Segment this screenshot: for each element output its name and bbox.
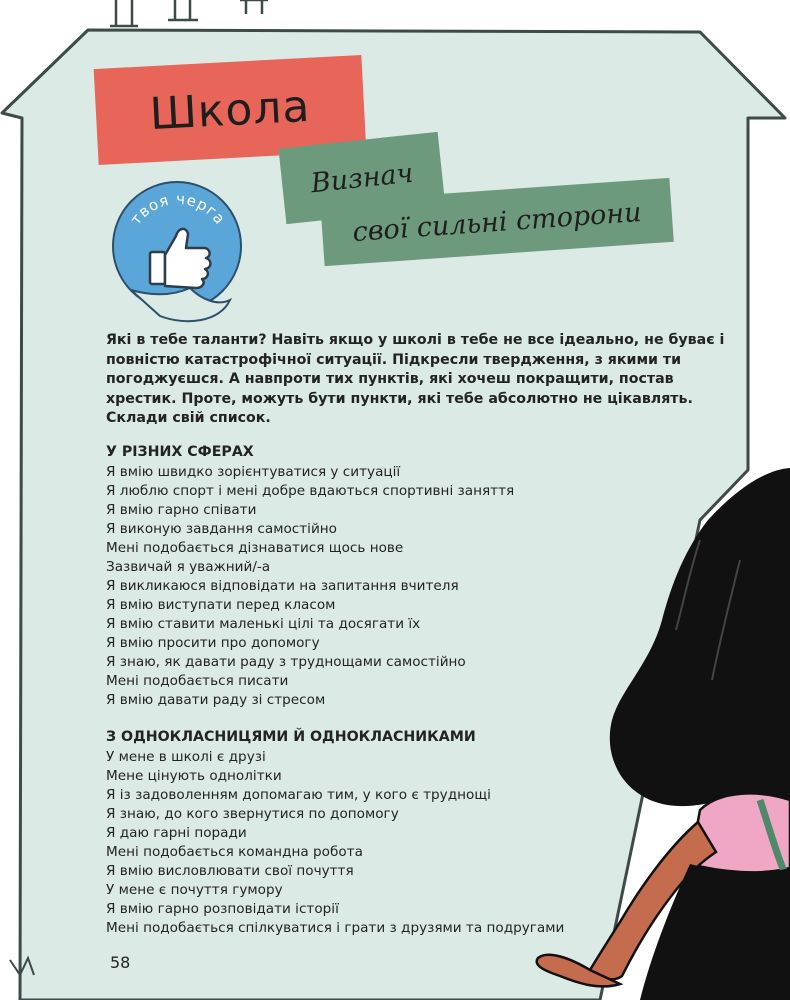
list-item: Я вмію висловлювати свої почуття (106, 863, 354, 879)
list-item: Я знаю, як давати раду з труднощами самостійно (106, 654, 466, 670)
list-item: Мене цінують однолітки (106, 768, 282, 784)
list-item: Я знаю, до кого звернутися по допомогу (106, 806, 399, 822)
list-item: У мене в школі є друзі (106, 749, 266, 765)
list-item: Я виконую завдання самостійно (106, 521, 337, 537)
list-item: Я вмію ставити маленькі цілі та досягати їх (106, 616, 421, 632)
list-item: Я вмію швидко зорієнтуватися у ситуації (106, 464, 401, 480)
intro-paragraph: Які в тебе таланти? Навіть якщо у школі в тебе не все ідеально, не буває і повністю катастрофічної ситуації. Підкресли твердження, з якими ти погоджуєшся. А навпроти тих пунктів, які хочеш покращити, постав хрестик. Проте, можуть бути пункти, які тебе абсолютно не цікавлять. Склади свій список. (106, 332, 725, 426)
list-item: Я вмію просити про допомогу (106, 635, 320, 651)
list-item: Зазвичай я уважний/-а (106, 559, 271, 575)
list-classmates (106, 748, 564, 938)
section-title-spheres: У РІЗНИХ СФЕРАХ (106, 444, 254, 460)
subtitle-line-2: свої сильні сторони (351, 196, 643, 248)
list-item: У мене є почуття гумору (106, 882, 283, 898)
list-item: Я вмію давати раду зі стресом (106, 692, 326, 708)
list-item: Я викликаюся відповідати на запитання вчителя (106, 578, 459, 594)
chimney-decoration (110, 0, 268, 26)
page-title: Школа (148, 80, 312, 140)
list-item: Мені подобається командна робота (106, 844, 363, 860)
list-spheres (106, 463, 514, 710)
list-item: Я вмію гарно співати (106, 502, 257, 518)
subtitle-line-1: Визнач (309, 157, 415, 199)
badge-text: твоя черга (126, 189, 230, 229)
list-item: Мені подобається спілкуватися і грати з друзями та подругами (106, 920, 565, 936)
list-item: Мені подобається писати (106, 673, 289, 689)
list-item: Я вмію виступати перед класом (106, 597, 336, 613)
list-item: Я вмію гарно розповідати історії (106, 901, 339, 917)
page-number: 58 (110, 953, 131, 972)
list-item: Мені подобається дізнаватися щось нове (106, 540, 404, 556)
list-item: Я даю гарні поради (106, 825, 247, 841)
section-title-classmates: З ОДНОКЛАСНИЦЯМИ Й ОДНОКЛАСНИКАМИ (106, 729, 476, 745)
list-item: Я із задоволенням допомагаю тим, у кого є труднощі (106, 787, 491, 803)
list-item: Я люблю спорт і мені добре вдаються спортивні заняття (106, 483, 515, 499)
